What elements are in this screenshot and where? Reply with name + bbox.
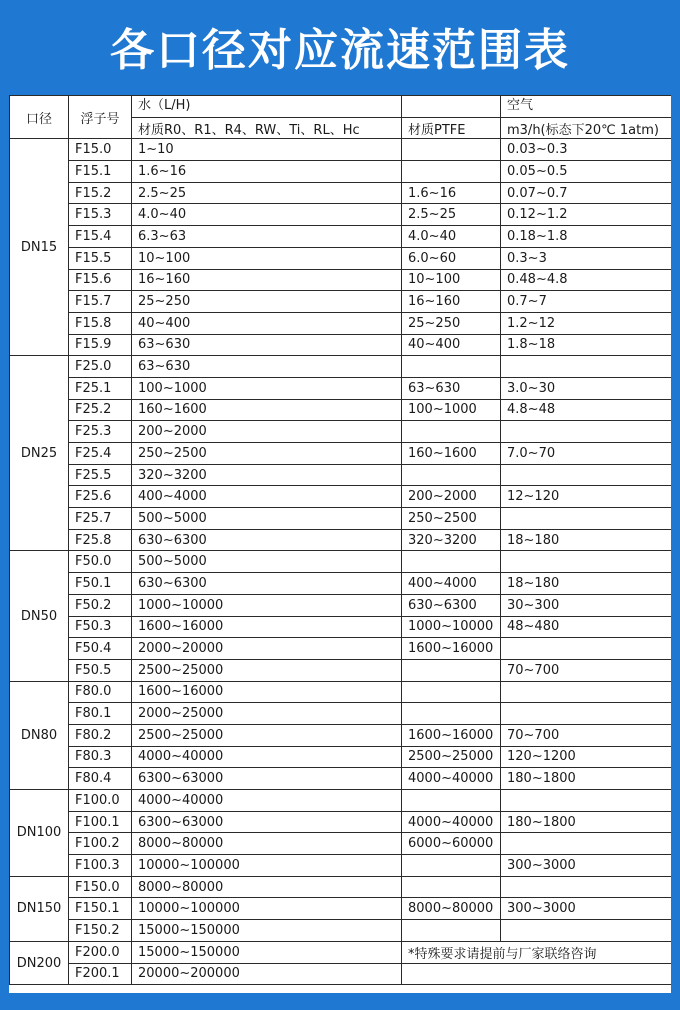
table-row [10, 356, 672, 378]
water-range-cell: 16~160 [132, 269, 402, 291]
table-row [10, 421, 672, 443]
float-cell: F15.7 [69, 291, 132, 313]
ptfe-range-cell [402, 551, 501, 573]
table-row [10, 963, 672, 985]
air-range-cell: 0.18~1.8 [501, 226, 672, 248]
ptfe-range-cell: 200~2000 [402, 486, 501, 508]
water-range-cell: 15000~150000 [132, 920, 402, 942]
float-cell: F80.3 [69, 746, 132, 768]
float-cell: F15.3 [69, 204, 132, 226]
float-cell: F100.2 [69, 833, 132, 855]
flow-range-sheet [9, 95, 671, 993]
ptfe-range-cell: 4000~40000 [402, 811, 501, 833]
water-range-cell: 200~2000 [132, 421, 402, 443]
table-row [10, 399, 672, 421]
float-cell: F200.0 [69, 941, 132, 963]
ptfe-range-cell: 1.6~16 [402, 182, 501, 204]
air-range-cell: 48~480 [501, 616, 672, 638]
table-row [10, 811, 672, 833]
ptfe-range-cell [402, 659, 501, 681]
air-range-cell: 18~180 [501, 529, 672, 551]
flow-range-table [9, 95, 671, 985]
table-row [10, 920, 672, 942]
float-cell: F100.3 [69, 855, 132, 877]
water-range-cell: 2500~25000 [132, 724, 402, 746]
float-cell: F50.4 [69, 638, 132, 660]
float-cell: F15.8 [69, 312, 132, 334]
ptfe-range-cell [402, 681, 501, 703]
water-range-cell: 40~400 [132, 312, 402, 334]
air-range-cell: 300~3000 [501, 855, 672, 877]
table-row [10, 334, 672, 356]
table-row [10, 746, 672, 768]
air-range-cell: 18~180 [501, 573, 672, 595]
ptfe-range-cell [402, 421, 501, 443]
table-row [10, 573, 672, 595]
air-range-cell: 1.2~12 [501, 312, 672, 334]
water-range-cell: 63~630 [132, 356, 402, 378]
ptfe-range-cell: 400~4000 [402, 573, 501, 595]
float-cell: F25.5 [69, 464, 132, 486]
bore-cell: DN25 [10, 356, 69, 551]
ptfe-range-cell: 16~160 [402, 291, 501, 313]
water-range-cell: 6300~63000 [132, 768, 402, 790]
ptfe-range-cell: 1600~16000 [402, 724, 501, 746]
ptfe-range-cell: 320~3200 [402, 529, 501, 551]
water-range-cell: 160~1600 [132, 399, 402, 421]
table-row [10, 790, 672, 812]
float-cell: F80.0 [69, 681, 132, 703]
air-range-cell: 70~700 [501, 724, 672, 746]
water-range-cell: 10~100 [132, 247, 402, 269]
water-range-cell: 250~2500 [132, 443, 402, 465]
table-row [10, 681, 672, 703]
air-range-cell: 120~1200 [501, 746, 672, 768]
float-cell: F150.1 [69, 898, 132, 920]
water-range-cell: 2000~20000 [132, 638, 402, 660]
water-range-cell: 10000~100000 [132, 898, 402, 920]
table-row [10, 724, 672, 746]
ptfe-range-cell [402, 161, 501, 183]
table-row [10, 529, 672, 551]
air-range-cell [501, 790, 672, 812]
table-row [10, 377, 672, 399]
table-row [10, 486, 672, 508]
bore-cell: DN100 [10, 790, 69, 877]
table-row [10, 443, 672, 465]
air-range-cell: 0.7~7 [501, 291, 672, 313]
table-row [10, 659, 672, 681]
air-range-cell [501, 638, 672, 660]
ptfe-range-cell: 10~100 [402, 269, 501, 291]
table-row [10, 291, 672, 313]
water-range-cell: 8000~80000 [132, 876, 402, 898]
float-cell: F50.5 [69, 659, 132, 681]
air-range-cell: 30~300 [501, 594, 672, 616]
float-cell: F15.1 [69, 161, 132, 183]
table-row [10, 941, 672, 963]
header-float: 浮子号 [69, 96, 132, 139]
float-cell: F50.1 [69, 573, 132, 595]
air-range-cell: 0.03~0.3 [501, 139, 672, 161]
float-cell: F25.4 [69, 443, 132, 465]
table-body [10, 139, 672, 985]
air-range-cell: 0.05~0.5 [501, 161, 672, 183]
header-water-material: 材质R0、R1、R4、RW、Ti、RL、Hc [132, 117, 402, 139]
water-range-cell: 2.5~25 [132, 182, 402, 204]
ptfe-range-cell: 4000~40000 [402, 768, 501, 790]
ptfe-range-cell [402, 703, 501, 725]
air-range-cell [501, 920, 672, 942]
water-range-cell: 1~10 [132, 139, 402, 161]
table-row [10, 551, 672, 573]
water-range-cell: 6.3~63 [132, 226, 402, 248]
water-range-cell: 500~5000 [132, 508, 402, 530]
float-cell: F80.1 [69, 703, 132, 725]
air-range-cell: 4.8~48 [501, 399, 672, 421]
ptfe-range-cell: 250~2500 [402, 508, 501, 530]
float-cell: F25.3 [69, 421, 132, 443]
water-range-cell: 1600~16000 [132, 616, 402, 638]
air-range-cell: 0.07~0.7 [501, 182, 672, 204]
header-water: 水（L/H) [132, 96, 402, 118]
table-row [10, 464, 672, 486]
ptfe-range-cell: 1000~10000 [402, 616, 501, 638]
float-cell: F150.0 [69, 876, 132, 898]
empty-cell [402, 963, 672, 985]
air-range-cell [501, 703, 672, 725]
ptfe-range-cell: 40~400 [402, 334, 501, 356]
ptfe-range-cell: 6.0~60 [402, 247, 501, 269]
table-row [10, 616, 672, 638]
table-row [10, 312, 672, 334]
header-air: 空气 [501, 96, 672, 118]
ptfe-range-cell: 100~1000 [402, 399, 501, 421]
table-row [10, 247, 672, 269]
ptfe-range-cell: 8000~80000 [402, 898, 501, 920]
table-row [10, 768, 672, 790]
air-range-cell [501, 356, 672, 378]
table-row [10, 139, 672, 161]
air-range-cell: 300~3000 [501, 898, 672, 920]
table-row [10, 594, 672, 616]
air-range-cell [501, 421, 672, 443]
ptfe-range-cell: 160~1600 [402, 443, 501, 465]
water-range-cell: 10000~100000 [132, 855, 402, 877]
water-range-cell: 4.0~40 [132, 204, 402, 226]
bore-cell: DN80 [10, 681, 69, 789]
bore-cell: DN200 [10, 941, 69, 984]
water-range-cell: 1000~10000 [132, 594, 402, 616]
header-empty-cell [402, 96, 501, 118]
water-range-cell: 8000~80000 [132, 833, 402, 855]
water-range-cell: 25~250 [132, 291, 402, 313]
air-range-cell: 0.48~4.8 [501, 269, 672, 291]
table-row [10, 855, 672, 877]
air-range-cell: 12~120 [501, 486, 672, 508]
bore-cell: DN150 [10, 876, 69, 941]
header-ptfe-material: 材质PTFE [402, 117, 501, 139]
water-range-cell: 6300~63000 [132, 811, 402, 833]
air-range-cell: 0.3~3 [501, 247, 672, 269]
air-range-cell [501, 833, 672, 855]
table-row [10, 226, 672, 248]
page-title: 各口径对应流速范围表 [110, 25, 570, 76]
float-cell: F100.0 [69, 790, 132, 812]
air-range-cell: 7.0~70 [501, 443, 672, 465]
table-row [10, 161, 672, 183]
ptfe-range-cell: 2.5~25 [402, 204, 501, 226]
air-range-cell [501, 876, 672, 898]
water-range-cell: 2000~25000 [132, 703, 402, 725]
note-cell: *特殊要求请提前与厂家联络咨询 [402, 941, 672, 963]
air-range-cell: 3.0~30 [501, 377, 672, 399]
water-range-cell: 1.6~16 [132, 161, 402, 183]
table-row [10, 638, 672, 660]
water-range-cell: 4000~40000 [132, 746, 402, 768]
table-row [10, 898, 672, 920]
air-range-cell: 0.12~1.2 [501, 204, 672, 226]
ptfe-range-cell [402, 790, 501, 812]
air-range-cell [501, 464, 672, 486]
float-cell: F100.1 [69, 811, 132, 833]
float-cell: F150.2 [69, 920, 132, 942]
ptfe-range-cell [402, 139, 501, 161]
table-row [10, 508, 672, 530]
float-cell: F15.5 [69, 247, 132, 269]
water-range-cell: 100~1000 [132, 377, 402, 399]
air-range-cell [501, 681, 672, 703]
water-range-cell: 630~6300 [132, 529, 402, 551]
float-cell: F80.4 [69, 768, 132, 790]
air-range-cell: 70~700 [501, 659, 672, 681]
water-range-cell: 63~630 [132, 334, 402, 356]
ptfe-range-cell: 63~630 [402, 377, 501, 399]
table-row [10, 182, 672, 204]
header-row-1 [10, 96, 672, 118]
ptfe-range-cell: 4.0~40 [402, 226, 501, 248]
table-row [10, 269, 672, 291]
bore-cell: DN15 [10, 139, 69, 356]
ptfe-range-cell [402, 876, 501, 898]
water-range-cell: 630~6300 [132, 573, 402, 595]
water-range-cell: 20000~200000 [132, 963, 402, 985]
air-range-cell: 180~1800 [501, 768, 672, 790]
water-range-cell: 1600~16000 [132, 681, 402, 703]
ptfe-range-cell: 25~250 [402, 312, 501, 334]
water-range-cell: 320~3200 [132, 464, 402, 486]
float-cell: F50.3 [69, 616, 132, 638]
air-range-cell: 1.8~18 [501, 334, 672, 356]
header-bore: 口径 [10, 96, 69, 139]
float-cell: F15.4 [69, 226, 132, 248]
table-row [10, 703, 672, 725]
air-range-cell: 180~1800 [501, 811, 672, 833]
float-cell: F200.1 [69, 963, 132, 985]
float-cell: F25.2 [69, 399, 132, 421]
air-range-cell [501, 551, 672, 573]
bore-cell: DN50 [10, 551, 69, 681]
ptfe-range-cell [402, 855, 501, 877]
ptfe-range-cell [402, 464, 501, 486]
float-cell: F15.6 [69, 269, 132, 291]
ptfe-range-cell: 1600~16000 [402, 638, 501, 660]
table-row [10, 876, 672, 898]
table-row [10, 204, 672, 226]
float-cell: F50.0 [69, 551, 132, 573]
ptfe-range-cell: 6000~60000 [402, 833, 501, 855]
float-cell: F25.6 [69, 486, 132, 508]
water-range-cell: 400~4000 [132, 486, 402, 508]
float-cell: F25.1 [69, 377, 132, 399]
ptfe-range-cell [402, 920, 501, 942]
float-cell: F50.2 [69, 594, 132, 616]
ptfe-range-cell [402, 356, 501, 378]
table-row [10, 833, 672, 855]
float-cell: F15.0 [69, 139, 132, 161]
air-range-cell [501, 508, 672, 530]
float-cell: F15.9 [69, 334, 132, 356]
ptfe-range-cell: 2500~25000 [402, 746, 501, 768]
water-range-cell: 500~5000 [132, 551, 402, 573]
water-range-cell: 2500~25000 [132, 659, 402, 681]
float-cell: F15.2 [69, 182, 132, 204]
water-range-cell: 15000~150000 [132, 941, 402, 963]
float-cell: F25.8 [69, 529, 132, 551]
ptfe-range-cell: 630~6300 [402, 594, 501, 616]
float-cell: F80.2 [69, 724, 132, 746]
float-cell: F25.7 [69, 508, 132, 530]
header-air-unit: m3/h(标态下20℃ 1atm) [501, 117, 672, 139]
water-range-cell: 4000~40000 [132, 790, 402, 812]
float-cell: F25.0 [69, 356, 132, 378]
